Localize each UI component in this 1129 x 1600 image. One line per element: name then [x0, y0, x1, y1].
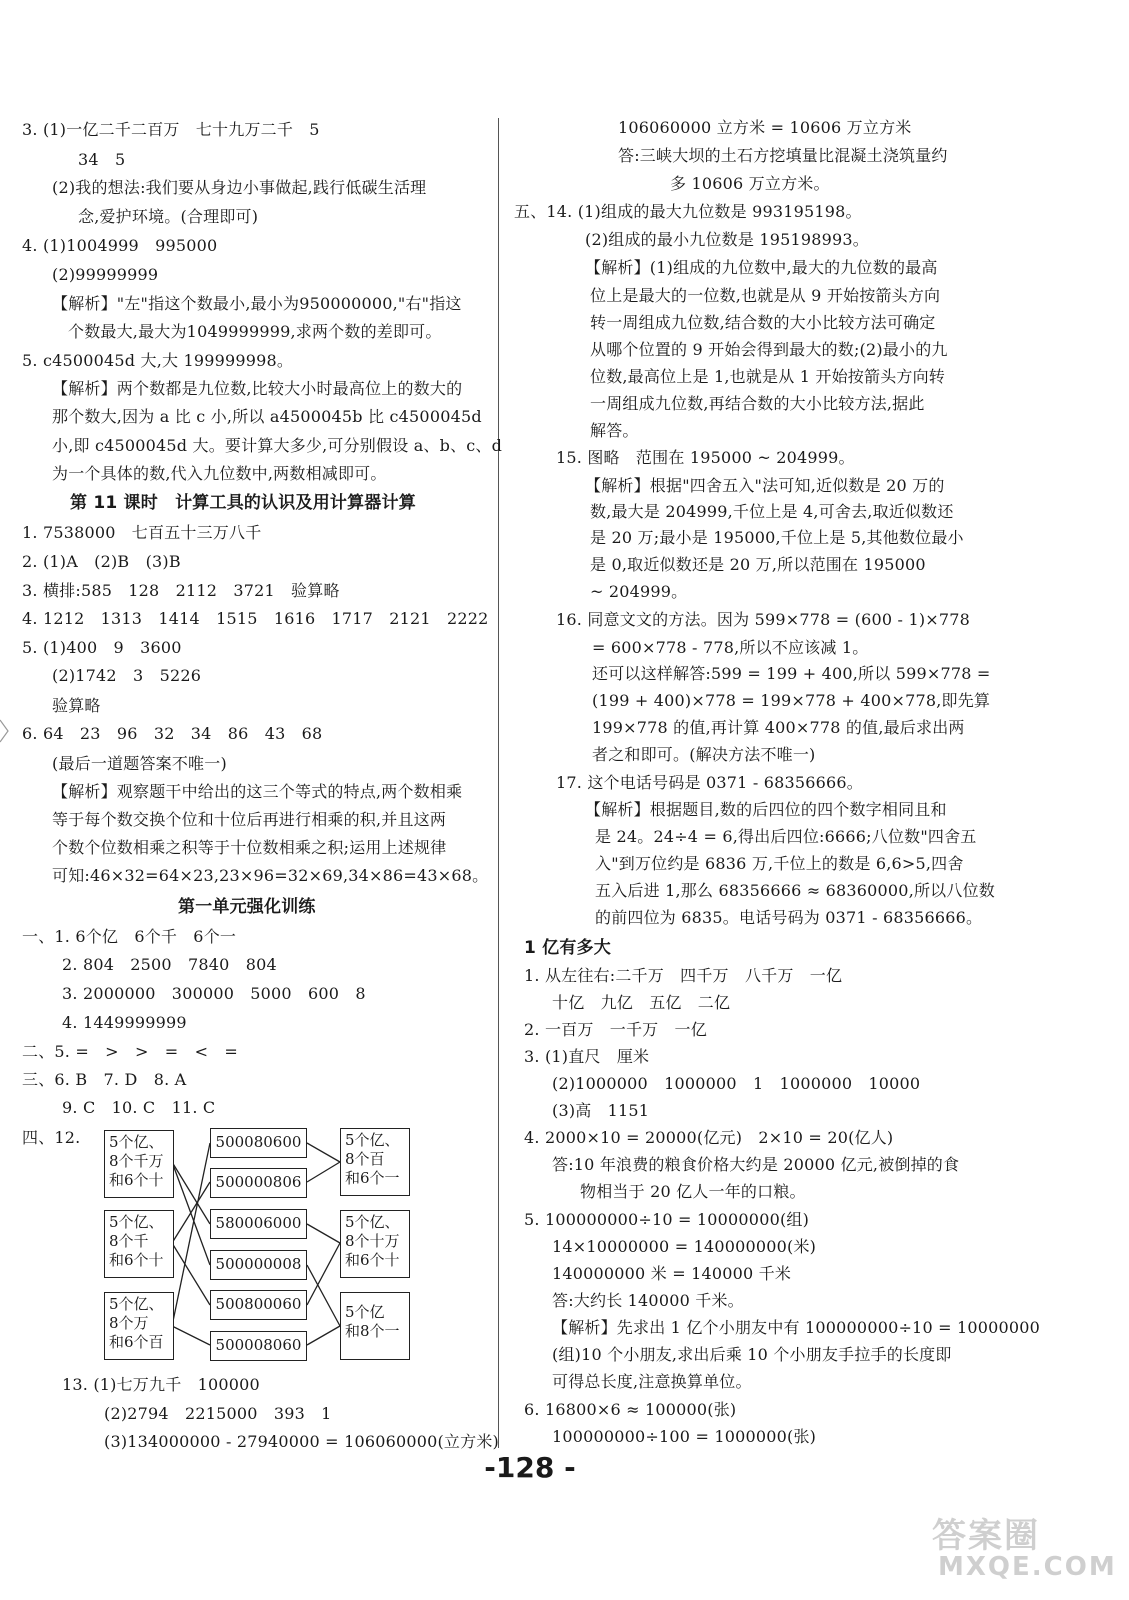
watermark-logo [932, 1508, 1117, 1588]
text-line: 13. (1)七万九千 100000 [62, 1375, 260, 1394]
match-box-right [340, 1210, 410, 1278]
text-line: 转一周组成九位数,结合数的大小比较方法可确定 [590, 313, 936, 332]
text-line: 念,爱护环境。(合理即可) [78, 207, 259, 226]
text-line: 3. (1)直尺 厘米 [524, 1047, 650, 1066]
text-line: 等于每个数交换个位和十位后再进行相乘的积,并且这两 [52, 810, 447, 829]
text-line: 十亿 九亿 五亿 二亿 [552, 993, 731, 1012]
box-line: 8个万 [109, 1314, 149, 1332]
text-line: 解答。 [590, 421, 639, 440]
text-line: 【解析】根据题目,数的后四位的四个数字相同且和 [585, 800, 947, 819]
text-line: 2. (1)A (2)B (3)B [22, 552, 181, 571]
text-line: 位数,最高位上是 1,也就是从 1 开始按箭头方向转 [590, 367, 945, 386]
text-line: 二、5. = > > = < = [22, 1042, 238, 1061]
section-heading: 第 11 课时 计算工具的认识及用计算器计算 [70, 493, 416, 513]
text-line: 1. 从左往右:二千万 四千万 八千万 一亿 [524, 966, 843, 985]
text-line: (199 + 400)×778 = 199×778 + 400×778,即先算 [592, 691, 991, 710]
text-line: 2. 804 2500 7840 804 [62, 955, 277, 974]
text-line: 4. 1212 1313 1414 1515 1616 1717 2121 2222 [22, 609, 489, 628]
text-line: 是 0,取近似数还是 20 万,所以范围在 195000 [590, 555, 926, 574]
box-line: 和6个一 [345, 1169, 400, 1187]
text-line: 那个数大,因为 a 比 c 小,所以 a4500045b 比 c4500045d [52, 407, 482, 426]
box-line: 5个亿、 [109, 1133, 164, 1151]
box-line: 8个百 [345, 1150, 385, 1168]
match-box-left [104, 1292, 174, 1360]
text-line: 是 24。24÷4 = 6,得出后四位:6666;八位数"四舍五 [595, 827, 977, 846]
text-line: 9. C 10. C 11. C [62, 1098, 216, 1117]
text-line: 数,最大是 204999,千位上是 4,可舍去,取近似数还 [590, 502, 954, 521]
text-line: 验算略 [52, 696, 101, 715]
text-line: 106060000 立方米 = 10606 万立方米 [618, 118, 912, 137]
text-line: 16. 同意文文的方法。因为 599×778 = (600 - 1)×778 [556, 610, 971, 629]
match-number: 500000806 [210, 1168, 307, 1198]
watermark-text: 答案圈 [932, 1516, 1040, 1556]
text-line: 四、12. [22, 1128, 81, 1147]
text-line: 【解析】先求出 1 亿个小朋友中有 100000000÷10 = 10000000 [552, 1318, 1041, 1337]
text-line: 2. 一百万 一千万 一亿 [524, 1020, 707, 1039]
text-line: 100000000÷100 = 1000000(张) [552, 1427, 817, 1446]
text-line: (3)高 1151 [552, 1101, 650, 1120]
page-number: -128 - [484, 1451, 576, 1484]
box-line: 8个千 [109, 1232, 149, 1250]
text-line: 15. 图略 范围在 195000 ~ 204999。 [556, 448, 855, 467]
text-line: 17. 这个电话号码是 0371 - 68356666。 [556, 773, 863, 792]
match-box-right [340, 1128, 410, 1196]
text-line: 5. (1)400 9 3600 [22, 638, 182, 657]
match-number: 500800060 [210, 1290, 307, 1320]
text-line: 5. c4500045d 大,大 199999998。 [22, 351, 294, 370]
text-line: 14×10000000 = 140000000(米) [552, 1237, 817, 1256]
text-line: 是 20 万;最小是 195000,千位上是 5,其他数位最小 [590, 528, 964, 547]
text-line: (2)组成的最小九位数是 195198993。 [585, 230, 869, 249]
text-line: 个数最大,最大为1049999999,求两个数的差即可。 [68, 322, 442, 341]
text-line: 【解析】根据"四舍五入"法可知,近似数是 20 万的 [585, 476, 945, 495]
text-line: 小,即 c4500045d 大。要计算大多少,可分别假设 a、b、c、d [52, 436, 503, 455]
text-line: 3. (1)一亿二千二百万 七十九万二千 5 [22, 120, 320, 139]
text-line: 多 10606 万立方米。 [670, 174, 830, 193]
match-number: 580006000 [210, 1209, 307, 1239]
box-line: 8个十万 [345, 1232, 400, 1250]
text-line: 答:10 年浪费的粮食价格大约是 20000 亿元,被倒掉的食 [552, 1155, 960, 1174]
match-box-left [104, 1210, 174, 1278]
match-number: 500080600 [210, 1128, 307, 1158]
text-line: 还可以这样解答:599 = 199 + 400,所以 599×778 = [592, 664, 991, 683]
match-number: 500008060 [210, 1331, 307, 1361]
text-line: 物相当于 20 亿人一年的口粮。 [580, 1182, 806, 1201]
text-line: 6. 16800×6 ≈ 100000(张) [524, 1400, 737, 1419]
text-line: 个数个位数相乘之积等于十位数相乘之积;运用上述规律 [52, 838, 447, 857]
box-line: 5个亿、 [109, 1213, 164, 1231]
text-line: 五、14. (1)组成的最大九位数是 993195198。 [514, 202, 862, 221]
edge-arrow-icon [0, 718, 10, 744]
text-line: 34 5 [78, 150, 126, 169]
text-line: 4. 2000×10 = 20000(亿元) 2×10 = 20(亿人) [524, 1128, 894, 1147]
text-line: 三、6. B 7. D 8. A [22, 1070, 187, 1089]
box-line: 5个亿、 [345, 1131, 400, 1149]
text-line: 为一个具体的数,代入九位数中,两数相减即可。 [52, 464, 387, 483]
box-line: 5个亿、 [345, 1213, 400, 1231]
text-line: (2)1000000 1000000 1 1000000 10000 [552, 1074, 921, 1093]
text-line: 答:三峡大坝的土石方挖填量比混凝土浇筑量约 [618, 146, 948, 165]
box-line: 和6个十 [345, 1251, 400, 1269]
text-line: 【解析】观察题干中给出的这三个等式的特点,两个数相乘 [52, 782, 463, 801]
text-line: = 600×778 - 778,所以不应该减 1。 [592, 638, 869, 657]
box-line: 8个千万 [109, 1152, 164, 1170]
text-line: 3. 横排:585 128 2112 3721 验算略 [22, 581, 340, 600]
text-line: 【解析】两个数都是九位数,比较大小时最高位上的数大的 [52, 379, 463, 398]
text-line: 140000000 米 = 140000 千米 [552, 1264, 792, 1283]
text-line: 4. (1)1004999 995000 [22, 236, 218, 255]
box-line: 和8个一 [345, 1322, 400, 1340]
text-line: 从哪个位置的 9 开始会得到最大的数;(2)最小的九 [590, 340, 948, 359]
text-line: 1. 7538000 七百五十三万八千 [22, 523, 262, 542]
text-line: 一周组成九位数,再结合数的大小比较方法,据此 [590, 394, 925, 413]
text-line: ~ 204999。 [590, 582, 688, 601]
section-heading: 1 亿有多大 [524, 938, 611, 958]
text-line: 位上是最大的一位数,也就是从 9 开始按箭头方向 [590, 286, 941, 305]
text-line: (2)我的想法:我们要从身边小事做起,践行低碳生活理 [52, 178, 427, 197]
text-line: (2)2794 2215000 393 1 [104, 1404, 332, 1423]
text-line: 的前四位为 6835。电话号码为 0371 - 68356666。 [595, 908, 983, 927]
box-line: 和6个十 [109, 1251, 164, 1269]
text-line: 五入后进 1,那么 68356666 ≈ 68360000,所以八位数 [595, 881, 995, 900]
text-line: 3. 2000000 300000 5000 600 8 [62, 984, 366, 1003]
text-line: (2)99999999 [52, 265, 159, 284]
text-line: 199×778 的值,再计算 400×778 的值,最后求出两 [592, 718, 965, 737]
match-box-right [340, 1292, 410, 1360]
box-line: 和6个百 [109, 1333, 164, 1351]
text-line: 答:大约长 140000 千米。 [552, 1291, 744, 1310]
section-heading: 第一单元强化训练 [178, 897, 316, 917]
text-line: 者之和即可。(解决方法不唯一) [592, 745, 816, 764]
text-line: (最后一道题答案不唯一) [52, 754, 227, 773]
box-line: 5个亿、 [109, 1295, 164, 1313]
text-line: 6. 64 23 96 32 34 86 43 68 [22, 724, 323, 743]
text-line: 5. 100000000÷10 = 10000000(组) [524, 1210, 810, 1229]
text-line: 【解析】(1)组成的九位数中,最大的九位数的最高 [585, 258, 938, 277]
watermark-url: MXQE.COM [938, 1552, 1117, 1582]
match-box-left [104, 1130, 174, 1198]
text-line: (组)10 个小朋友,求出后乘 10 个小朋友手拉手的长度即 [552, 1345, 952, 1364]
text-line: 入"到万位约是 6836 万,千位上的数是 6,6>5,四舍 [595, 854, 964, 873]
text-line: (2)1742 3 5226 [52, 666, 202, 685]
text-line: 可知:46×32=64×23,23×96=32×69,34×86=43×68。 [52, 866, 489, 885]
text-line: 可得总长度,注意换算单位。 [552, 1372, 752, 1391]
text-line: 【解析】"左"指这个数最小,最小为950000000,"右"指这 [52, 294, 462, 313]
text-line: (3)134000000 - 27940000 = 106060000(立方米) [104, 1432, 499, 1451]
box-line: 和6个十 [109, 1171, 164, 1189]
text-line: 一、1. 6个亿 6个千 6个一 [22, 927, 237, 946]
text-line: 4. 1449999999 [62, 1013, 187, 1032]
box-line: 5个亿 [345, 1303, 385, 1321]
match-number: 500000008 [210, 1250, 307, 1280]
